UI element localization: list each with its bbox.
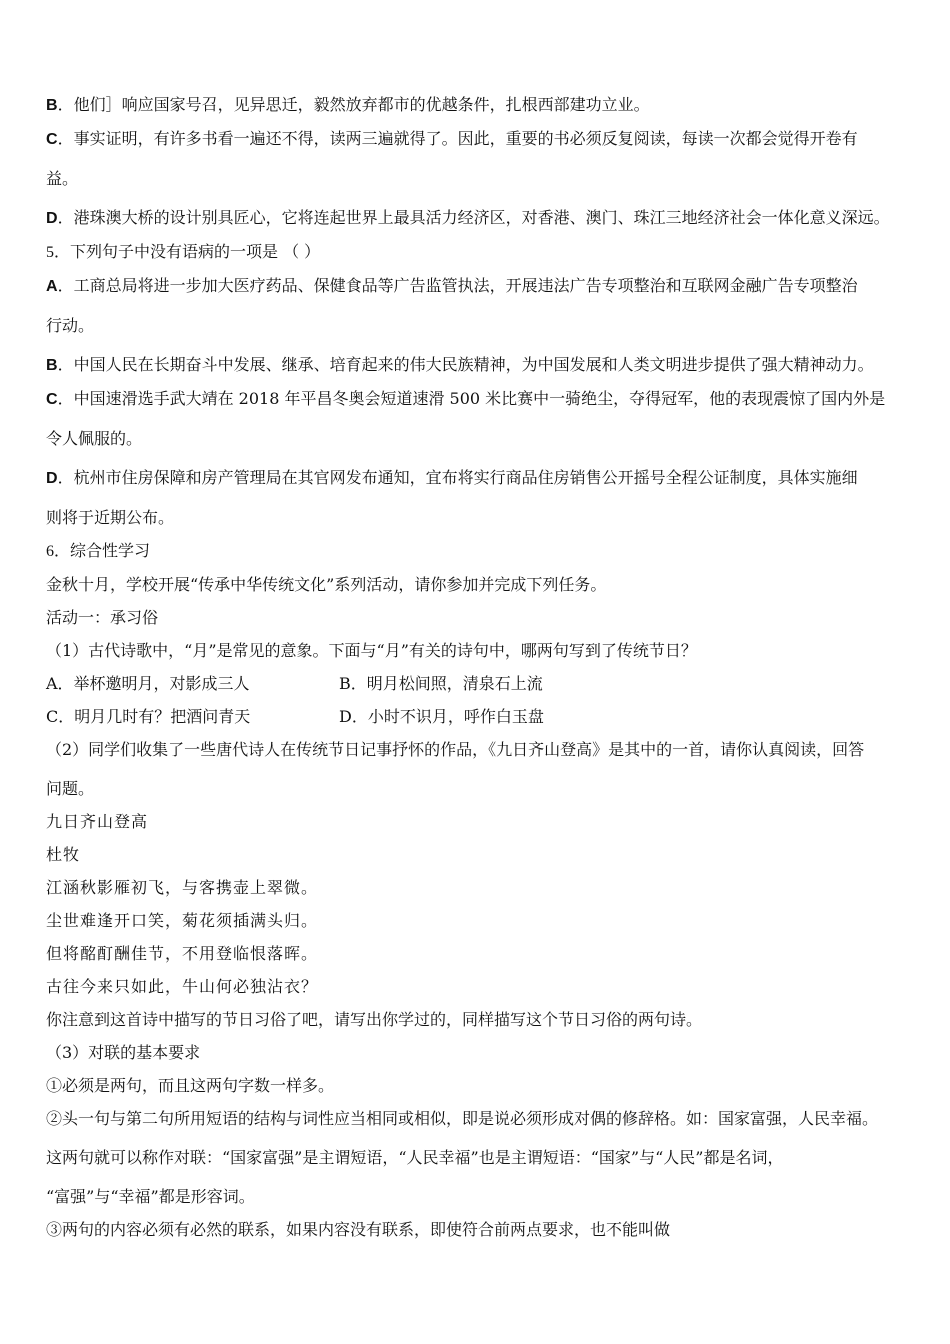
option-c-continued: 益。 bbox=[46, 169, 79, 188]
subquestion-1: （1）古代诗歌中，“月”是常见的意象。下面与“月”有关的诗句中，哪两句写到了传统节日？ bbox=[46, 641, 697, 660]
activity-1-heading: 活动一：承习俗 bbox=[46, 608, 159, 627]
option-text: ．中国人民在长期奋斗中发展、继承、培育起来的伟大民族精神，为中国发展和人类文明进步提供了强大精神动力。 bbox=[57, 355, 874, 374]
subquestion-2: （2）同学们收集了一些唐代诗人在传统节日记事抒怀的作品，《九日齐山登高》是其中的一首，请你认真阅读，回答 bbox=[46, 740, 865, 759]
poem-line: 但将酩酊酬佳节，不用登临恨落晖。 bbox=[46, 944, 319, 963]
option-label: B bbox=[46, 97, 58, 114]
option-b-line bbox=[46, 96, 910, 115]
option-label: C bbox=[46, 131, 58, 148]
poem-title: 九日齐山登高 bbox=[46, 812, 149, 831]
couplet-rule-2: ②头一句与第二句所用短语的结构与词性应当相同或相似，即是说必须形成对偶的修辞格。如：国家富强，人民幸福。 bbox=[46, 1109, 879, 1128]
q5-option-c bbox=[46, 390, 910, 409]
poem-line: 尘世难逢开口笑，菊花须插满头归。 bbox=[46, 911, 319, 930]
question-number: 5 bbox=[46, 244, 54, 261]
option-label: D bbox=[46, 210, 58, 227]
option-c-line bbox=[46, 130, 910, 149]
choice-c: C．明月几时有？把酒问青天 bbox=[46, 707, 251, 726]
option-label: C bbox=[46, 391, 58, 408]
subquestion-2-prompt: 你注意到这首诗中描写的节日习俗了吧，请写出你学过的，同样描写这个节日习俗的两句诗。 bbox=[46, 1010, 703, 1029]
option-d-line bbox=[46, 209, 910, 228]
question-6-stem bbox=[46, 542, 910, 561]
question-text: ．综合性学习 bbox=[54, 541, 151, 560]
subquestion-1-options-row-2 bbox=[46, 708, 910, 726]
option-label: A bbox=[46, 278, 58, 295]
question-text: ．下列句子中没有语病的一项是 （ ） bbox=[54, 242, 321, 261]
option-text: ．中国速滑选手武大靖在 2018 年平昌冬奥会短道速滑 500 米比赛中一骑绝尘，夺得冠军，他的表现震惊了国内外是 bbox=[57, 389, 886, 408]
question-number: 6 bbox=[46, 543, 54, 560]
couplet-rule-2-continued: “富强”与“幸福”都是形容词。 bbox=[46, 1187, 255, 1206]
subquestion-3: （3）对联的基本要求 bbox=[46, 1043, 201, 1062]
q5-option-a bbox=[46, 277, 910, 296]
choice-a: A．举杯邀明月，对影成三人 bbox=[46, 674, 250, 693]
q5-option-d bbox=[46, 469, 910, 488]
subquestion-2-continued: 问题。 bbox=[46, 779, 95, 798]
choice-d: D．小时不识月，呼作白玉盘 bbox=[339, 707, 544, 726]
couplet-rule-2-continued: 这两句就可以称作对联：“国家富强”是主谓短语，“人民幸福”也是主谓短语：“国家”与“人民”都是名词， bbox=[46, 1148, 784, 1167]
option-text: ．工商总局将进一步加大医疗药品、保健食品等广告监管执法，开展违法广告专项整治和互联网金融广告专项整治 bbox=[57, 276, 858, 295]
couplet-rule-1: ①必须是两句，而且这两句字数一样多。 bbox=[46, 1076, 335, 1095]
q5-option-a-continued: 行动。 bbox=[46, 316, 95, 335]
option-label: B bbox=[46, 357, 58, 374]
q5-option-b bbox=[46, 356, 910, 375]
subquestion-1-options-row-1 bbox=[46, 675, 910, 693]
q5-option-d-continued: 则将于近期公布。 bbox=[46, 508, 175, 527]
activity-intro: 金秋十月，学校开展“传承中华传统文化”系列活动，请你参加并完成下列任务。 bbox=[46, 575, 607, 594]
choice-b: B．明月松间照，清泉石上流 bbox=[339, 674, 543, 693]
option-text: ．事实证明，有许多书看一遍还不得，读两三遍就得了。因此，重要的书必须反复阅读，每读一次都会觉得开卷有 bbox=[57, 129, 858, 148]
couplet-rule-3: ③两句的内容必须有必然的联系，如果内容没有联系，即使符合前两点要求，也不能叫做 bbox=[46, 1220, 671, 1239]
poem-line: 古往今来只如此，牛山何必独沾衣？ bbox=[46, 977, 319, 996]
poem-line: 江涵秋影雁初飞，与客携壶上翠微。 bbox=[46, 878, 319, 897]
question-5-stem bbox=[46, 243, 910, 262]
option-text: ．杭州市住房保障和房产管理局在其官网发布通知，宜布将实行商品住房销售公开摇号全程公证制度，具体实施细 bbox=[57, 468, 858, 487]
q5-option-c-continued: 令人佩服的。 bbox=[46, 429, 143, 448]
option-text: ．港珠澳大桥的设计别具匠心，它将连起世界上最具活力经济区，对香港、澳门、珠江三地经济社会一体化意义深远。 bbox=[57, 208, 890, 227]
poem-author: 杜牧 bbox=[46, 845, 81, 864]
option-text: ．他们］响应国家号召，见异思迁，毅然放弃都市的优越条件，扎根西部建功立业。 bbox=[57, 95, 650, 114]
option-label: D bbox=[46, 470, 58, 487]
